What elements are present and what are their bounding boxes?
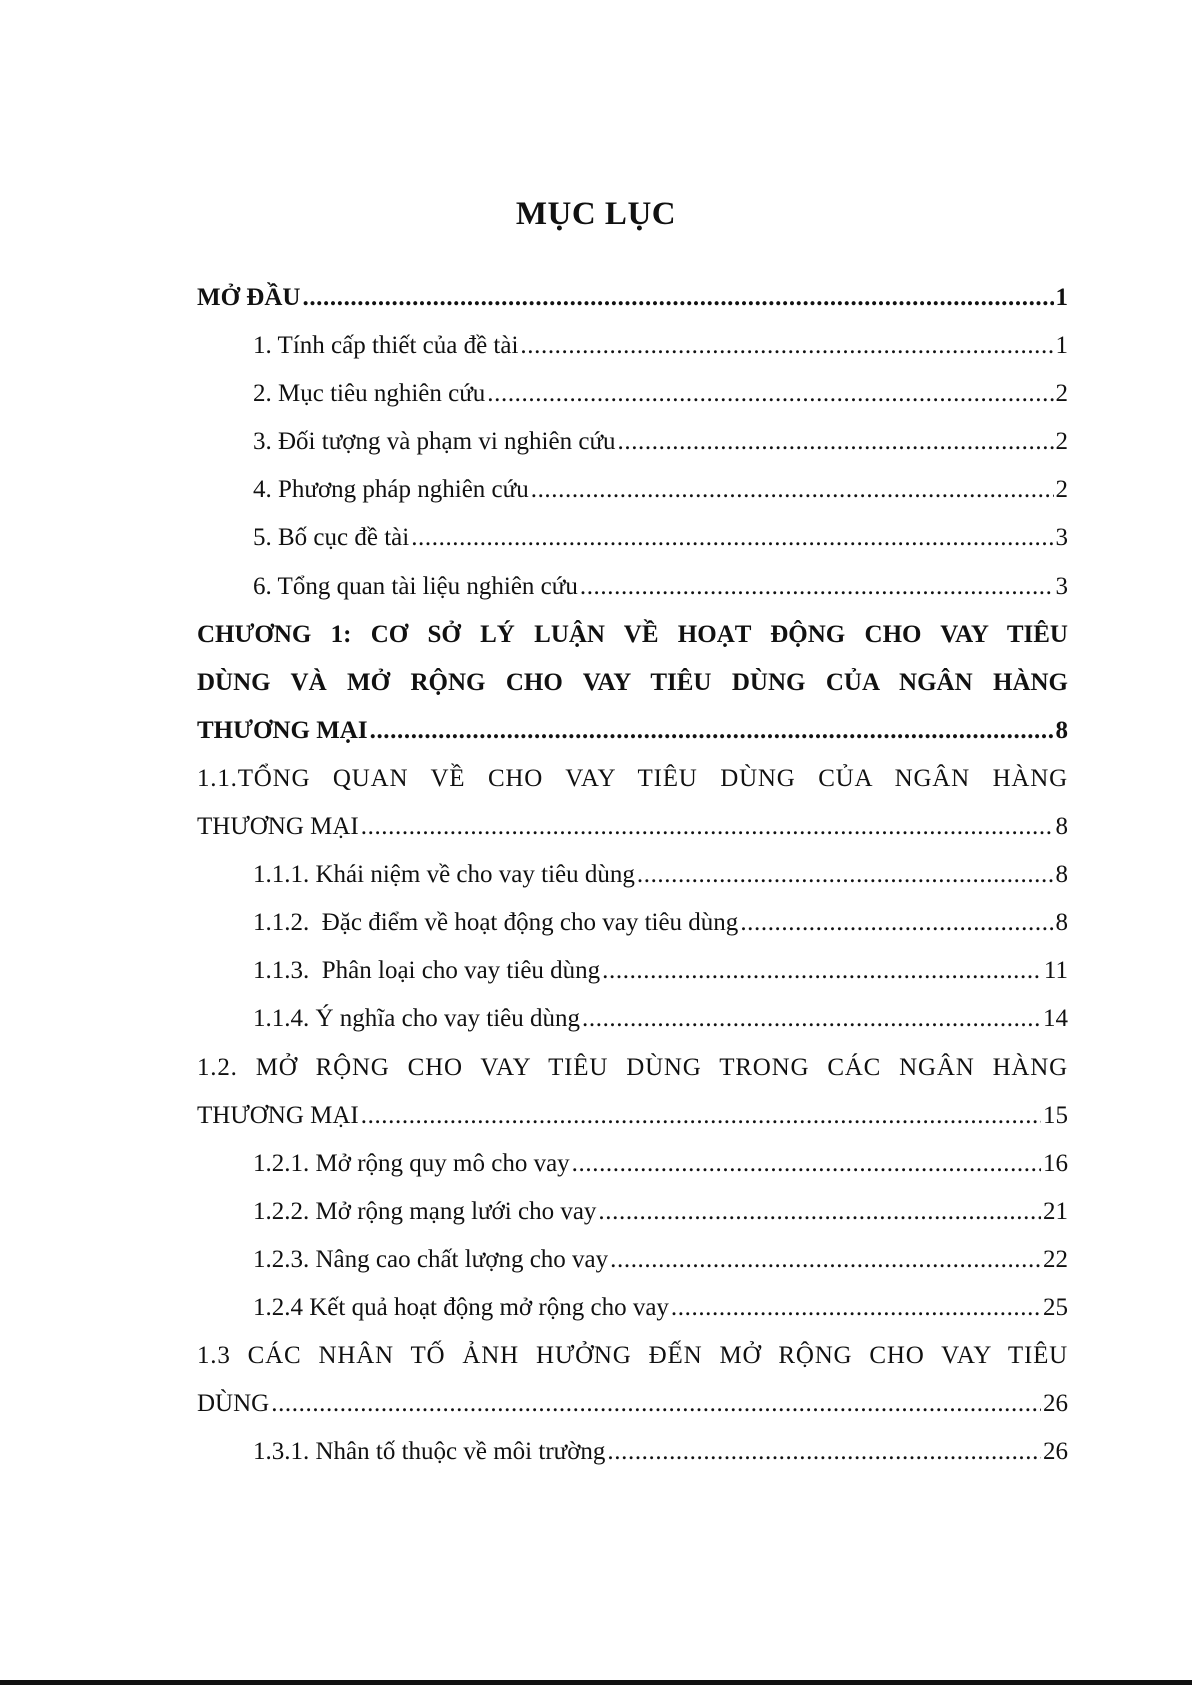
toc-entry-label: THƯƠNG MẠI: [197, 1101, 359, 1129]
toc-entry-page: 22: [1043, 1245, 1068, 1273]
toc-entry-label: 1. Tính cấp thiết của đề tài: [253, 332, 519, 360]
toc-entry-label-line: 1.3 CÁC NHÂN TỐ ẢNH HƯỞNG ĐẾN MỞ RỘNG CHO VAY TIÊU: [197, 1342, 1068, 1370]
toc-entry-page: 8: [1055, 909, 1068, 937]
toc-entry-page: 8: [1055, 716, 1068, 744]
toc-entry[interactable]: [197, 563, 1068, 611]
toc-entry[interactable]: [197, 947, 1068, 995]
dot-leader: [607, 1428, 1041, 1476]
toc-entry-page: 26: [1043, 1390, 1068, 1418]
dot-leader: [361, 803, 1054, 851]
table-of-contents: [197, 274, 1068, 1476]
toc-entry[interactable]: [197, 514, 1068, 562]
dot-leader: [572, 1140, 1041, 1188]
toc-entry-page: 3: [1055, 524, 1068, 552]
toc-entry-page: 11: [1043, 957, 1068, 985]
toc-entry-label: 1.1.2. Đặc điểm về hoạt động cho vay tiêu dùng: [253, 909, 739, 937]
toc-entry-page: 16: [1043, 1149, 1068, 1177]
dot-leader: [302, 274, 1053, 322]
toc-section-entry[interactable]: [197, 755, 1068, 851]
toc-entry[interactable]: [197, 1188, 1068, 1236]
toc-entry-label: 5. Bố cục đề tài: [253, 524, 410, 552]
toc-entry-page: 8: [1055, 813, 1068, 841]
toc-entry-label: THƯƠNG MẠI: [197, 813, 359, 841]
dot-leader: [520, 322, 1053, 370]
toc-entry-label: 4. Phương pháp nghiên cứu: [253, 476, 529, 504]
dot-leader: [370, 707, 1054, 755]
toc-entry-page: 15: [1043, 1101, 1068, 1129]
toc-entry-label: 1.3.1. Nhân tố thuộc về môi trường: [253, 1438, 606, 1466]
dot-leader: [740, 899, 1053, 947]
toc-entry[interactable]: [197, 1428, 1068, 1476]
toc-entry[interactable]: [197, 851, 1068, 899]
toc-entry-label: 1.2.3. Nâng cao chất lượng cho vay: [253, 1245, 609, 1273]
toc-entry[interactable]: [197, 1284, 1068, 1332]
toc-entry-label-line: 1.1.TỔNG QUAN VỀ CHO VAY TIÊU DÙNG CỦA NGÂN HÀNG: [197, 764, 1068, 792]
toc-entry-page: 2: [1055, 380, 1068, 408]
toc-entry-page: 14: [1043, 1005, 1068, 1033]
toc-entry-last-line: [197, 707, 1068, 755]
page-bottom-edge: [0, 1680, 1192, 1685]
toc-entry-label: 1.1.1. Khái niệm về cho vay tiêu dùng: [253, 861, 635, 889]
toc-entry[interactable]: [197, 1236, 1068, 1284]
toc-entry[interactable]: [197, 370, 1068, 418]
toc-entry-label: 1.1.4. Ý nghĩa cho vay tiêu dùng: [253, 1005, 581, 1033]
toc-entry-page: 1: [1055, 284, 1068, 311]
toc-entry[interactable]: [197, 995, 1068, 1043]
toc-entry-page: 1: [1055, 332, 1068, 360]
toc-entry-last-line: [197, 1380, 1068, 1428]
toc-entry-label: 1.2.4 Kết quả hoạt động mở rộng cho vay: [253, 1293, 669, 1321]
dot-leader: [487, 370, 1053, 418]
toc-entry[interactable]: [197, 1140, 1068, 1188]
toc-entry[interactable]: [197, 899, 1068, 947]
dot-leader: [610, 1236, 1041, 1284]
toc-entry-last-line: [197, 1092, 1068, 1140]
toc-entry-page: 3: [1055, 572, 1068, 600]
dot-leader: [531, 466, 1054, 514]
dot-leader: [580, 563, 1054, 611]
toc-entry[interactable]: [197, 466, 1068, 514]
dot-leader: [602, 947, 1042, 995]
toc-entry-label-line: CHƯƠNG 1: CƠ SỞ LÝ LUẬN VỀ HOẠT ĐỘNG CHO VAY TIÊU: [197, 620, 1068, 648]
toc-entry-label: 1.1.3. Phân loại cho vay tiêu dùng: [253, 957, 601, 985]
dot-leader: [411, 514, 1053, 562]
toc-section-entry[interactable]: [197, 1044, 1068, 1140]
toc-entry-label-line: DÙNG VÀ MỞ RỘNG CHO VAY TIÊU DÙNG CỦA NGÂN HÀNG: [197, 668, 1068, 696]
toc-entry-label: 1.2.2. Mở rộng mạng lưới cho vay: [253, 1197, 597, 1225]
toc-entry-label: 2. Mục tiêu nghiên cứu: [253, 380, 486, 408]
toc-entry[interactable]: [197, 274, 1068, 322]
toc-entry-label: 3. Đối tượng và phạm vi nghiên cứu: [253, 428, 616, 456]
dot-leader: [671, 1284, 1041, 1332]
toc-entry-label-line: 1.2. MỞ RỘNG CHO VAY TIÊU DÙNG TRONG CÁC NGÂN HÀNG: [197, 1053, 1068, 1081]
toc-entry-label: MỞ ĐẦU: [197, 284, 301, 311]
dot-leader: [598, 1188, 1041, 1236]
toc-entry-label: 1.2.1. Mở rộng quy mô cho vay: [253, 1149, 570, 1177]
toc-entry-page: 8: [1055, 861, 1068, 889]
toc-entry[interactable]: [197, 418, 1068, 466]
toc-entry-page: 2: [1055, 476, 1068, 504]
toc-entry-label: 6. Tổng quan tài liệu nghiên cứu: [253, 572, 578, 600]
toc-title: MỤC LỤC: [515, 196, 677, 232]
toc-entry-page: 26: [1043, 1438, 1068, 1466]
toc-entry[interactable]: [197, 322, 1068, 370]
toc-chapter-entry[interactable]: [197, 611, 1068, 755]
dot-leader: [618, 418, 1054, 466]
toc-entry-page: 21: [1043, 1197, 1068, 1225]
dot-leader: [582, 995, 1041, 1043]
dot-leader: [361, 1092, 1041, 1140]
toc-entry-label: DÙNG: [197, 1390, 270, 1418]
toc-section-entry[interactable]: [197, 1332, 1068, 1428]
dot-leader: [637, 851, 1054, 899]
toc-entry-page: 25: [1043, 1293, 1068, 1321]
dot-leader: [271, 1380, 1041, 1428]
toc-entry-page: 2: [1055, 428, 1068, 456]
toc-entry-last-line: [197, 803, 1068, 851]
toc-entry-label: THƯƠNG MẠI: [197, 716, 368, 744]
